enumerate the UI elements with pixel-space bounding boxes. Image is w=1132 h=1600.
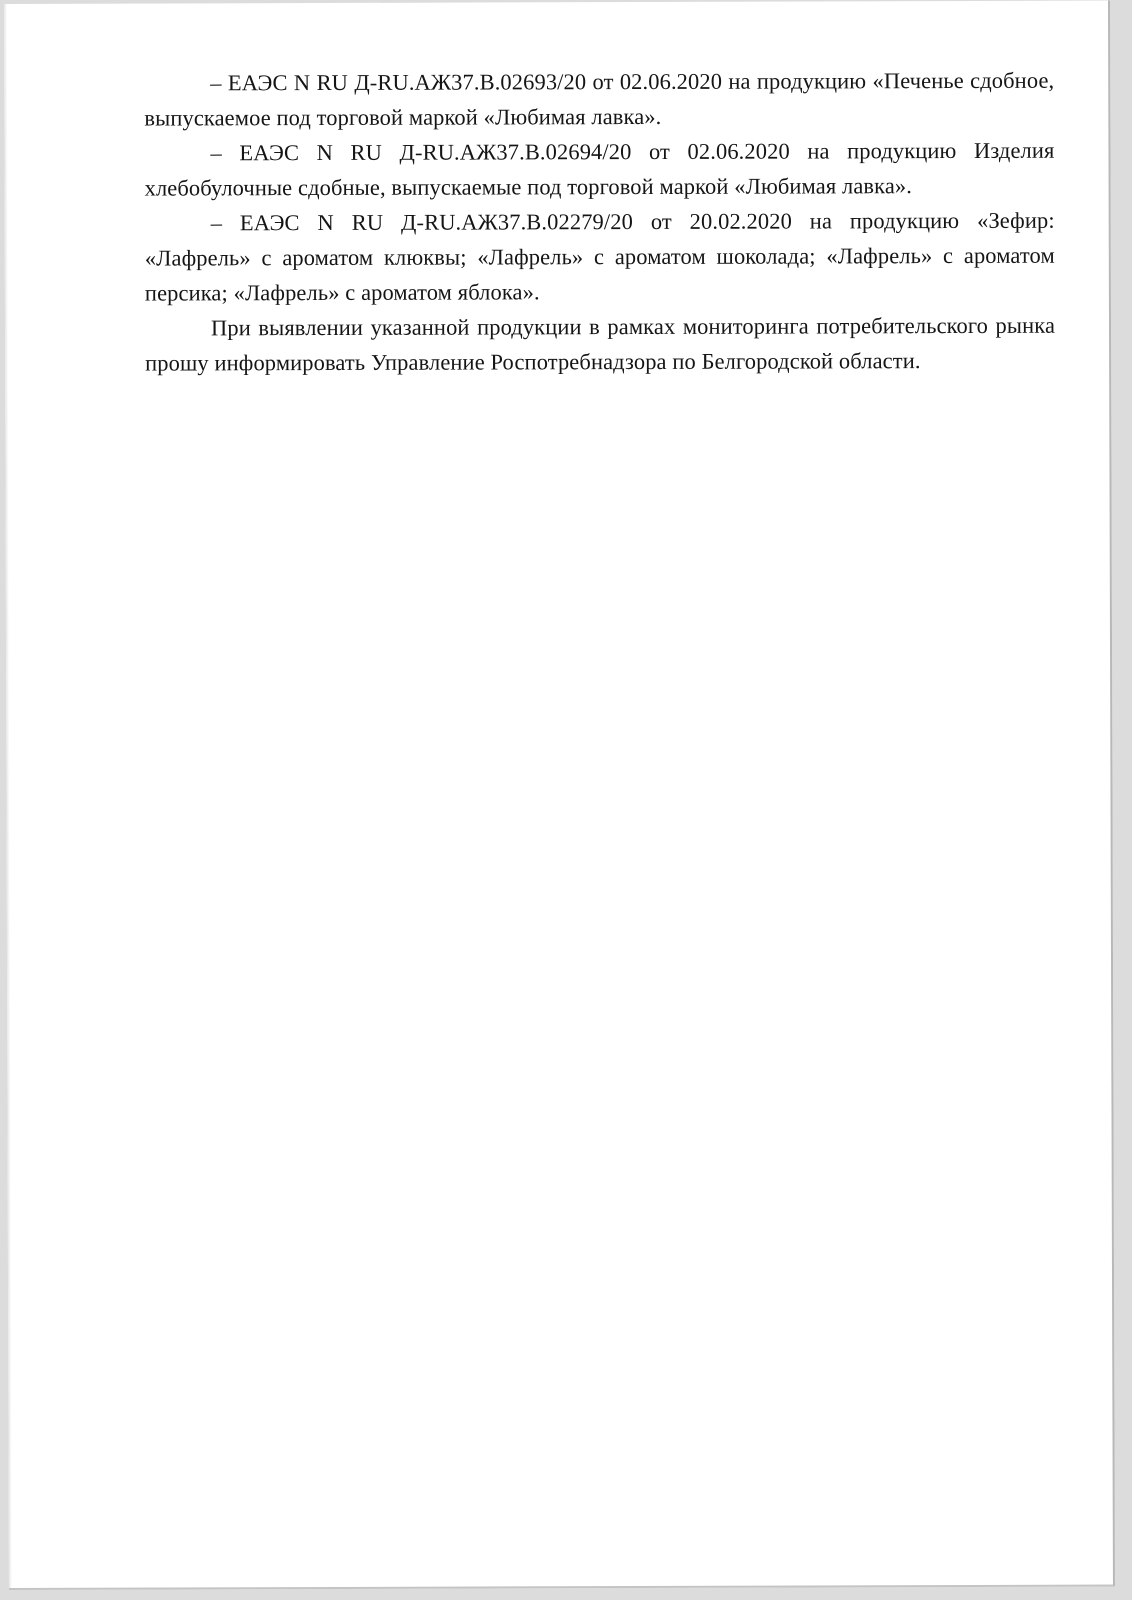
declaration-item-1: – ЕАЭС N RU Д-RU.АЖ37.В.02693/20 от 02.06.2020 на продукцию «Печенье сдобное, выпускаемое под торговой маркой «Любимая лавка». (144, 67, 1055, 131)
document-body (144, 63, 1055, 381)
declaration-item-2: – ЕАЭС N RU Д-RU.АЖ37.В.02694/20 от 02.06.2020 на продукцию Изделия хлебобулочные сдобные, выпускаемые под торговой маркой «Любимая лавка». (144, 137, 1055, 201)
declaration-item-3: – ЕАЭС N RU Д-RU.АЖ37.В.02279/20 от 20.02.2020 на продукцию «Зефир: «Лафрель» с ароматом клюквы; «Лафрель» с ароматом шоколада; «Лафрель» с ароматом персика; «Лафрель» с ароматом яблока». (144, 207, 1055, 306)
scanned-page (4, 1, 1115, 1590)
scan-edge (4, 4, 12, 1588)
request-paragraph: При выявлении указанной продукции в рамках мониторинга потребительского рынка прошу информировать Управление Роспотребнадзора по Белгородской области. (145, 312, 1056, 376)
